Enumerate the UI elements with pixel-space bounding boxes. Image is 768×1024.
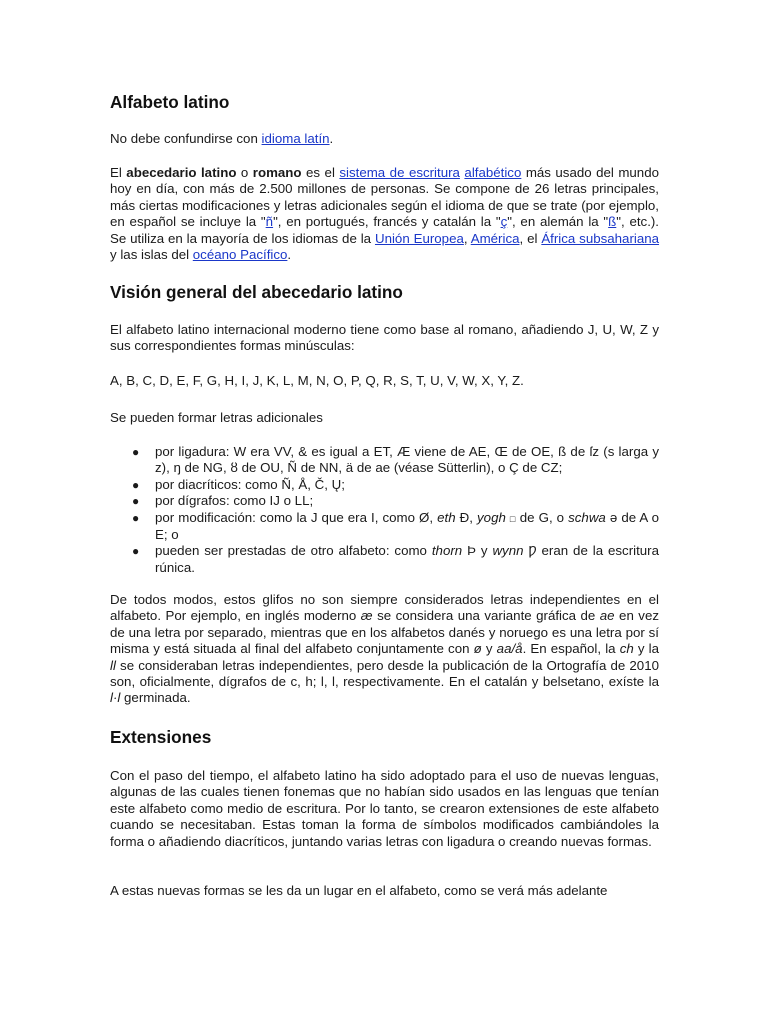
final-paragraph: A estas nuevas formas se les da un lugar en el alfabeto, como se verá más adelante: [110, 883, 608, 898]
list-item-modificacion: ● por modificación: como la J que era I, como Ø, eth Đ, yogh □ de G, o schwa ə de A o E; o: [132, 509, 659, 543]
link-union-europea[interactable]: Unión Europea: [374, 230, 464, 246]
bullet-icon: ●: [132, 445, 140, 459]
heading-extensiones: Extensiones: [110, 727, 212, 747]
heading-vision-general: Visión general del abecedario latino: [110, 282, 403, 302]
bullet-icon: ●: [132, 544, 140, 559]
link-cedilla[interactable]: ç: [500, 214, 508, 230]
link-idioma-latin[interactable]: idioma latín: [261, 131, 330, 146]
link-enie[interactable]: ñ: [265, 214, 274, 230]
missing-glyph-icon: □: [509, 513, 516, 524]
list-item-ligadura: ● por ligadura: W era VV, & es igual a ET, Æ viene de AE, Œ de OE, ß de ſz (s larga y z), ŋ de NG, ȣ de OU, Ñ de NN, ä de ae (véase Sütterlin), o Ç de CZ;: [132, 444, 659, 476]
link-america[interactable]: América: [470, 230, 520, 246]
bullet-icon: ●: [132, 510, 140, 525]
list-item-diacriticos: ● por diacríticos: como Ñ, Å, Č, Ų;: [132, 476, 345, 492]
bullet-icon: ●: [132, 477, 140, 492]
extensions-paragraph: Con el paso del tiempo, el alfabeto latino ha sido adoptado para el uso de nuevas lenguas, algunas de las cuales tienen fonemas que no habían sido usados en las lenguas que tenían este alfabeto como medio de escritura. Por lo tanto, se crearon extensiones de este alfabeto cuando se necesitaban. Estas toman la forma de símbolos modificados cambiándoles la forma o añadiendo diacríticos, juntando varias letras con ligadura o creando nuevas formas.: [110, 768, 659, 849]
glyphs-paragraph: De todos modos, estos glifos no son siempre considerados letras independientes en el alfabeto. Por ejemplo, en inglés moderno æ se considera una variante gráfica de ae en vez de una letra por separado, mientras que en los alfabetos danés y noruego es una letra por sí misma y está situada al final del alfabeto conjuntamente con ø y aa/å. En español, la ch y la ll se consideraban letras independientes, pero desde la publicación de la Ortografía de 2010 son, oficialmente, dígrafos de c, h; l, l, respectivamente. En el catalán y belsetano, exíste la l·l germinada.: [110, 592, 659, 706]
link-oceano-pacifico[interactable]: océano Pacífico: [192, 247, 288, 263]
bullet-icon: ●: [132, 494, 140, 509]
additional-letters-list: [110, 444, 659, 576]
link-africa-subsahariana[interactable]: África subsahariana: [541, 230, 660, 246]
list-item-prestadas: ● pueden ser prestadas de otro alfabeto: como thorn Þ y wynn Ƿ eran de la escritura rúnica.: [132, 543, 660, 575]
additional-letters-intro: Se pueden formar letras adicionales: [110, 410, 323, 425]
overview-paragraph: El alfabeto latino internacional moderno tiene como base al romano, añadiendo J, U, W, Z y sus correspondientes formas minúsculas:: [110, 322, 659, 354]
link-alfabetico[interactable]: alfabético: [464, 165, 522, 180]
link-eszett[interactable]: ß: [608, 214, 617, 230]
alphabet-letters: A, B, C, D, E, F, G, H, I, J, K, L, M, N, O, P, Q, R, S, T, U, V, W, X, Y, Z.: [110, 373, 524, 388]
link-sistema-de-escritura[interactable]: sistema de escritura: [339, 165, 460, 180]
heading-alfabeto-latino: Alfabeto latino: [110, 92, 230, 112]
disambiguation-note: No debe confundirse con idioma latín.: [110, 131, 334, 146]
list-item-digrafos: ● por dígrafos: como IJ o LL;: [132, 493, 314, 509]
intro-paragraph: El abecedario latino o romano es el sistema de escritura alfabético más usado del mundo hoy en día, con más de 2.500 millones de personas. Se compone de 26 letras principales, más ciertas modificaciones y letras adicionales según el idioma de que se trate (por ejemplo, en español se incluye la "ñ", en portugués, francés y catalán la "ç", en alemán la "ß", etc.). Se utiliza en la mayoría de los idiomas de la Unión Europea, América, el África subsahariana y las islas del océano Pacífico.: [110, 165, 660, 263]
